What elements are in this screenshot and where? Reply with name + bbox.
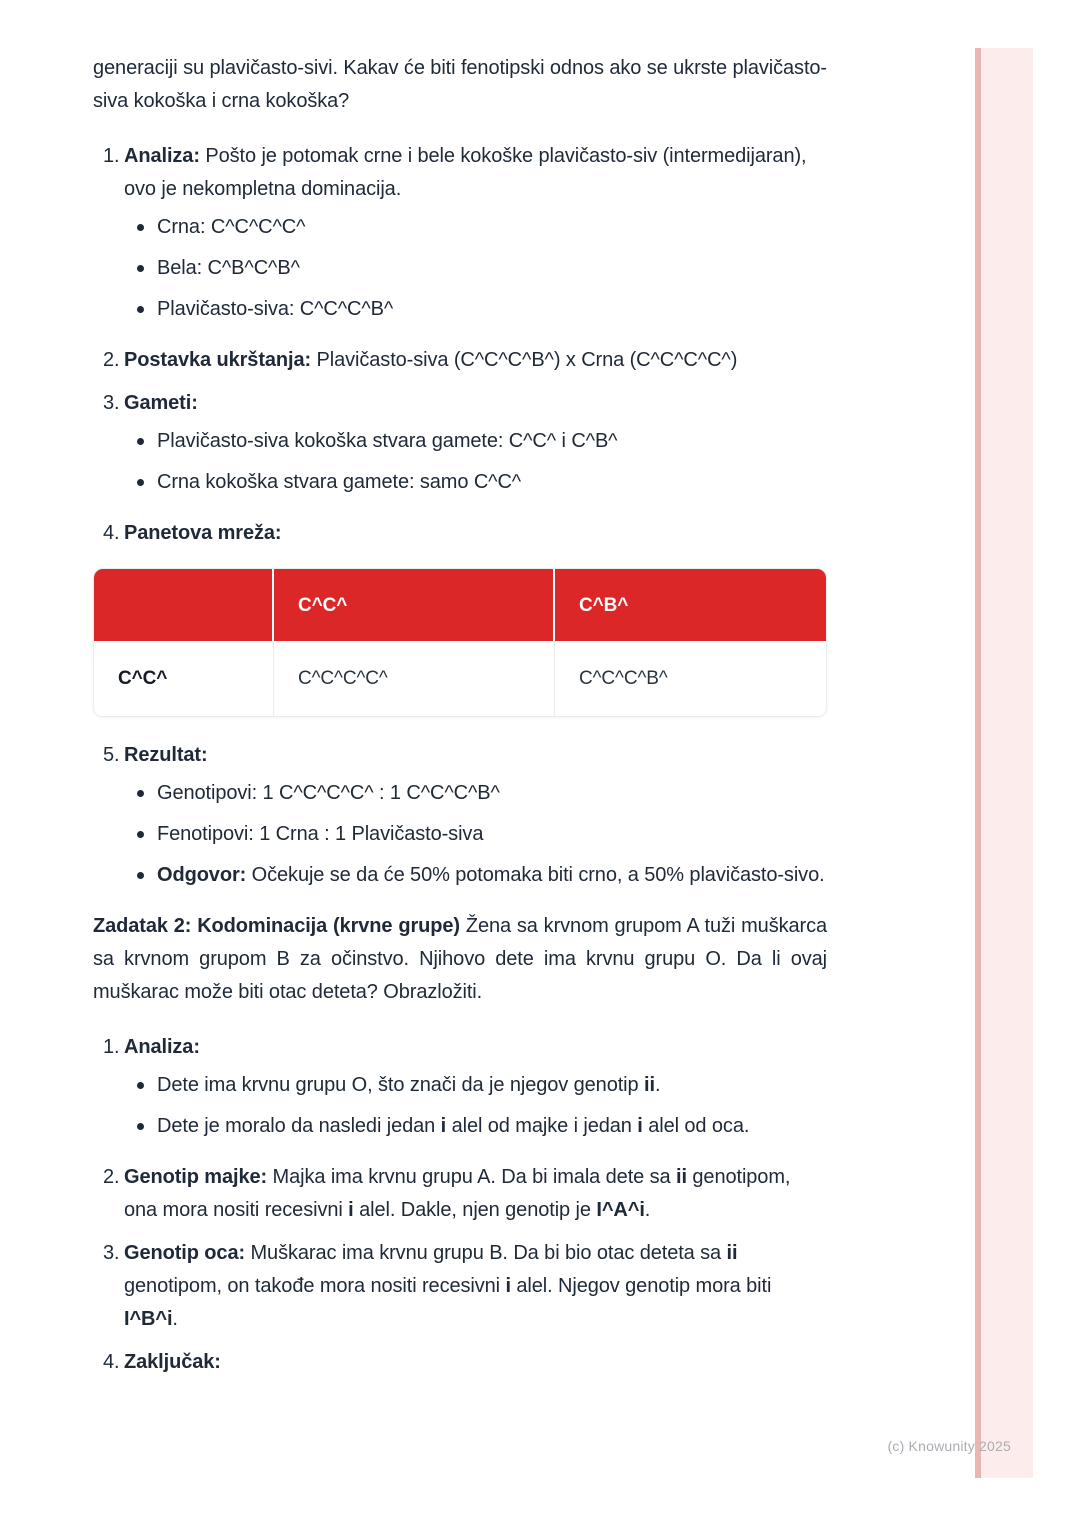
bullet-text: Dete je moralo da nasledi jedan i alel od majke i jedan i alel od oca. [157,1115,750,1137]
table-header-cell: C^C^ [274,569,555,641]
bullet-icon [137,872,144,879]
list-item-text: Zaključak: [124,1351,221,1373]
bullet-item [124,293,827,326]
paragraph-zadatak-2: Zadatak 2: Kodominacija (krvne grupe) Žena sa krvnom grupom A tuži muškarca sa krvnom grupom B za očinstvo. Njihovo dete ima krvnu grupu O. Da li ovaj muškarac može biti otac deteta? Obrazložiti. [93,915,827,1003]
list-item-analiza-2 [93,1031,827,1151]
list-item-analiza-1 [93,140,827,334]
table-header-row [94,569,826,641]
list-item-body [124,1237,827,1336]
punnett-square-table [93,568,827,717]
list-item-text: Analiza: [124,1036,200,1058]
list-item-rezultat [93,739,827,900]
bullet-text: Genotipovi: 1 C^C^C^C^ : 1 C^C^C^B^ [157,782,500,804]
list-item-body [124,1161,827,1227]
bullet-text: Bela: C^B^C^B^ [157,257,300,279]
list-item-body [124,517,827,550]
list-item-body [124,344,827,377]
paragraph-intro: generaciji su plavičasto-sivi. Kakav će biti fenotipski odnos ako se ukrste plavičasto-siva kokoška i crna kokoška? [93,57,827,112]
bullet-item [124,466,827,499]
bullet-icon [137,438,144,445]
bullet-icon [137,1082,144,1089]
list-number: 1. [103,145,120,167]
bullet-icon [137,790,144,797]
list-number: 3. [103,1242,120,1264]
list-item-body [124,1031,827,1151]
list-item-text: Gameti: [124,392,198,414]
list-item-zakljucak [93,1346,827,1379]
bullet-icon [137,1123,144,1130]
page-content [93,52,827,1389]
list-item-body [124,739,827,900]
list-item-text: Genotip majke: Majka ima krvnu grupu A. Da bi imala dete sa ii genotipom, ona mora nositi recesivni i alel. Dakle, njen genotip je I^A^i. [124,1166,791,1221]
bullet-item [124,1110,827,1143]
list-item-panetova-mreza [93,517,827,550]
list-item-genotip-oca [93,1237,827,1336]
list-number: 3. [103,392,120,414]
bullet-list [124,425,827,499]
bullet-list [124,777,827,892]
table-cell: C^C^C^B^ [579,668,668,689]
bullet-text: Fenotipovi: 1 Crna : 1 Plavičasto-siva [157,823,484,845]
list-number: 1. [103,1036,120,1058]
bullet-list [124,211,827,326]
page-edge-stripe [975,48,1033,1478]
table-cell: C^C^C^C^ [274,641,555,716]
bullet-text: Crna kokoška stvara gamete: samo C^C^ [157,471,522,493]
bullet-item [124,252,827,285]
bullet-icon [137,831,144,838]
list-item-text: Genotip oca: Muškarac ima krvnu grupu B. Da bi bio otac deteta sa ii genotipom, on takođe mora nositi recesivni i alel. Njegov genotip mora biti I^B^i. [124,1242,772,1330]
bullet-icon [137,265,144,272]
list-number: 2. [103,349,120,371]
table-row [94,641,826,716]
list-number: 2. [103,1166,120,1188]
bullet-item [124,211,827,244]
bullet-text: Dete ima krvnu grupu O, što znači da je njegov genotip ii. [157,1074,661,1096]
bullet-text: Crna: C^C^C^C^ [157,216,306,238]
table-header-cell-empty [94,569,274,641]
bullet-item [124,818,827,851]
list-item-text: Rezultat: [124,744,208,766]
bullet-icon [137,224,144,231]
table-row-header: C^C^ [94,641,274,716]
list-item-text: Postavka ukrštanja: Plavičasto-siva (C^C^C^B^) x Crna (C^C^C^C^) [124,349,738,371]
bullet-text: Odgovor: Očekuje se da će 50% potomaka biti crno, a 50% plavičasto-sivo. [157,864,825,886]
list-item-genotip-majke [93,1161,827,1227]
list-item-body [124,1346,827,1379]
list-number: 4. [103,522,120,544]
list-item-text: Analiza: Pošto je potomak crne i bele kokoške plavičasto-siv (intermedijaran), ovo je nekompletna dominacija. [124,145,807,200]
list-item-body [124,387,827,507]
list-number: 4. [103,1351,120,1373]
list-item-text: Panetova mreža: [124,522,282,544]
bullet-item [124,859,827,892]
watermark: (c) Knowunity 2025 [887,1438,1011,1454]
bullet-list [124,1069,827,1143]
table-header-cell: C^B^ [579,594,629,616]
bullet-icon [137,306,144,313]
bullet-item [124,1069,827,1102]
bullet-text: Plavičasto-siva: C^C^C^B^ [157,298,394,320]
bullet-icon [137,479,144,486]
list-item-body [124,140,827,334]
bullet-text: Plavičasto-siva kokoška stvara gamete: C^C^ i C^B^ [157,430,618,452]
bullet-item [124,425,827,458]
list-number: 5. [103,744,120,766]
list-item-postavka [93,344,827,377]
bullet-item [124,777,827,810]
list-item-gameti [93,387,827,507]
